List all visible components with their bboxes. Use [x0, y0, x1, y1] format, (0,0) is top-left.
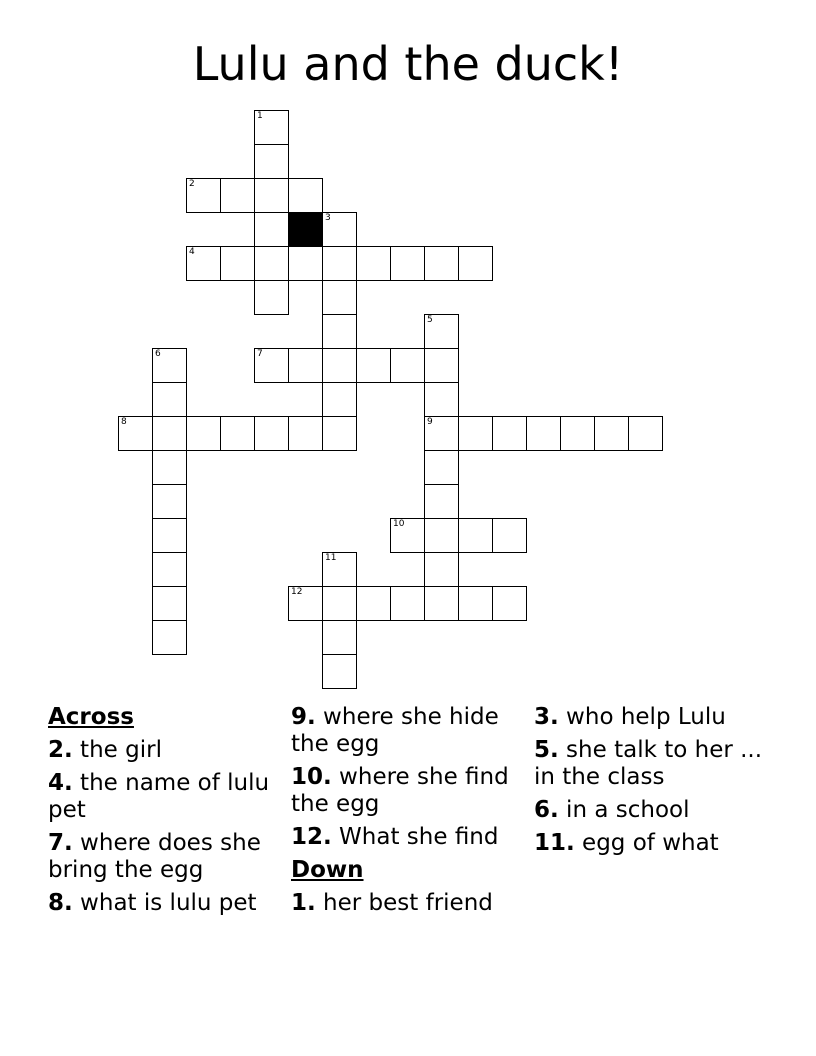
block-cell [288, 212, 323, 247]
clue-number: 4 [189, 247, 195, 257]
grid-cell[interactable] [254, 416, 289, 451]
grid-cell[interactable] [424, 416, 459, 451]
grid-cell[interactable] [424, 518, 459, 553]
clue-text: where does she bring the egg [48, 830, 261, 883]
grid-cell[interactable] [152, 620, 187, 655]
grid-cell[interactable] [594, 416, 629, 451]
grid-cell[interactable] [322, 382, 357, 417]
clue-number: 12. [291, 824, 332, 850]
clue-number: 3 [325, 213, 331, 223]
grid-cell[interactable] [322, 586, 357, 621]
grid-cell[interactable] [356, 348, 391, 383]
grid-cell[interactable] [152, 382, 187, 417]
clue-number: 10. [291, 764, 332, 790]
grid-cell[interactable] [322, 348, 357, 383]
grid-cell[interactable] [220, 416, 255, 451]
clue-number: 4. [48, 770, 73, 796]
grid-cell[interactable] [220, 246, 255, 281]
clue-number: 2 [189, 179, 195, 189]
clue [48, 890, 284, 917]
clue [48, 830, 284, 884]
page-title: Lulu and the duck! [192, 37, 624, 91]
grid-cell[interactable] [152, 518, 187, 553]
grid-cell[interactable] [322, 314, 357, 349]
clue [534, 704, 770, 731]
grid-cell[interactable] [254, 280, 289, 315]
clue-number: 1 [257, 111, 263, 121]
clue-number: 2. [48, 737, 73, 763]
clue-number: 9 [427, 417, 433, 427]
clue-number: 5. [534, 737, 559, 763]
grid-cell[interactable] [254, 246, 289, 281]
grid-cell[interactable] [322, 246, 357, 281]
clue [291, 704, 527, 758]
grid-cell[interactable] [424, 246, 459, 281]
clue-text: her best friend [315, 890, 493, 916]
grid-cell[interactable] [152, 484, 187, 519]
grid-cell[interactable] [458, 518, 493, 553]
clue-heading-across: Across [48, 704, 134, 730]
clue [534, 830, 770, 857]
clue-text: she talk to her ... in the class [534, 737, 763, 790]
grid-cell[interactable] [390, 586, 425, 621]
grid-cell[interactable] [526, 416, 561, 451]
grid-cell[interactable] [322, 620, 357, 655]
grid-cell[interactable] [390, 348, 425, 383]
grid-cell[interactable] [492, 416, 527, 451]
clue-number: 6 [155, 349, 161, 359]
grid-cell[interactable] [152, 586, 187, 621]
grid-cell[interactable] [424, 484, 459, 519]
clue-number: 6. [534, 797, 559, 823]
clue-text: in a school [558, 797, 690, 823]
grid-cell[interactable] [322, 654, 357, 689]
grid-cell[interactable] [424, 552, 459, 587]
clue [291, 890, 527, 917]
grid-cell[interactable] [492, 518, 527, 553]
grid-cell[interactable] [390, 518, 425, 553]
grid-cell[interactable] [424, 586, 459, 621]
clue [534, 797, 770, 824]
grid-cell[interactable] [288, 416, 323, 451]
clue-number: 8. [48, 890, 73, 916]
clue-text: the name of lulu pet [48, 770, 270, 823]
grid-cell[interactable] [322, 552, 357, 587]
grid-cell[interactable] [220, 178, 255, 213]
grid-cell[interactable] [356, 586, 391, 621]
clue [534, 737, 770, 791]
grid-cell[interactable] [288, 586, 323, 621]
grid-cell[interactable] [560, 416, 595, 451]
clue-number: 10 [393, 519, 405, 529]
clue [48, 770, 284, 824]
grid-cell[interactable] [424, 382, 459, 417]
clue-column-2 [291, 704, 527, 923]
clue [48, 737, 284, 764]
clue-text: where she hide the egg [291, 704, 499, 757]
grid-cell[interactable] [458, 586, 493, 621]
grid-cell[interactable] [288, 178, 323, 213]
clue-heading-down: Down [291, 857, 364, 883]
grid-cell[interactable] [254, 144, 289, 179]
clue-text: where she find the egg [291, 764, 509, 817]
clue-number: 11 [325, 553, 337, 563]
grid-cell[interactable] [322, 416, 357, 451]
clue-text: who help Lulu [558, 704, 726, 730]
grid-cell[interactable] [152, 450, 187, 485]
clue-number: 1. [291, 890, 316, 916]
grid-cell[interactable] [186, 246, 221, 281]
clue-text: egg of what [574, 830, 719, 856]
clue-number: 9. [291, 704, 316, 730]
grid-cell[interactable] [152, 416, 187, 451]
clue-number: 3. [534, 704, 559, 730]
grid-cell[interactable] [288, 348, 323, 383]
clue-number: 7 [257, 349, 263, 359]
clue-number: 8 [121, 417, 127, 427]
clue-text: What she find [331, 824, 499, 850]
grid-cell[interactable] [628, 416, 663, 451]
grid-cell[interactable] [186, 178, 221, 213]
grid-cell[interactable] [254, 178, 289, 213]
clue-number: 5 [427, 315, 433, 325]
grid-cell[interactable] [186, 416, 221, 451]
clue-column-1 [48, 704, 284, 923]
grid-cell[interactable] [424, 348, 459, 383]
grid-cell[interactable] [322, 280, 357, 315]
grid-cell[interactable] [152, 348, 187, 383]
clue-number: 7. [48, 830, 73, 856]
clue-column-3 [534, 704, 770, 863]
grid-cell[interactable] [458, 416, 493, 451]
grid-cell[interactable] [322, 212, 357, 247]
grid-cell[interactable] [118, 416, 153, 451]
grid-cell[interactable] [390, 246, 425, 281]
grid-cell[interactable] [288, 246, 323, 281]
clue-text: what is lulu pet [72, 890, 257, 916]
grid-cell[interactable] [458, 246, 493, 281]
grid-cell[interactable] [424, 314, 459, 349]
clue-number: 11. [534, 830, 575, 856]
clue-text: the girl [72, 737, 162, 763]
clue [291, 824, 527, 851]
grid-cell[interactable] [254, 212, 289, 247]
clue [291, 764, 527, 818]
grid-cell[interactable] [356, 246, 391, 281]
grid-cell[interactable] [254, 110, 289, 145]
grid-cell[interactable] [254, 348, 289, 383]
grid-cell[interactable] [492, 586, 527, 621]
grid-cell[interactable] [424, 450, 459, 485]
grid-cell[interactable] [152, 552, 187, 587]
clue-number: 12 [291, 587, 303, 597]
